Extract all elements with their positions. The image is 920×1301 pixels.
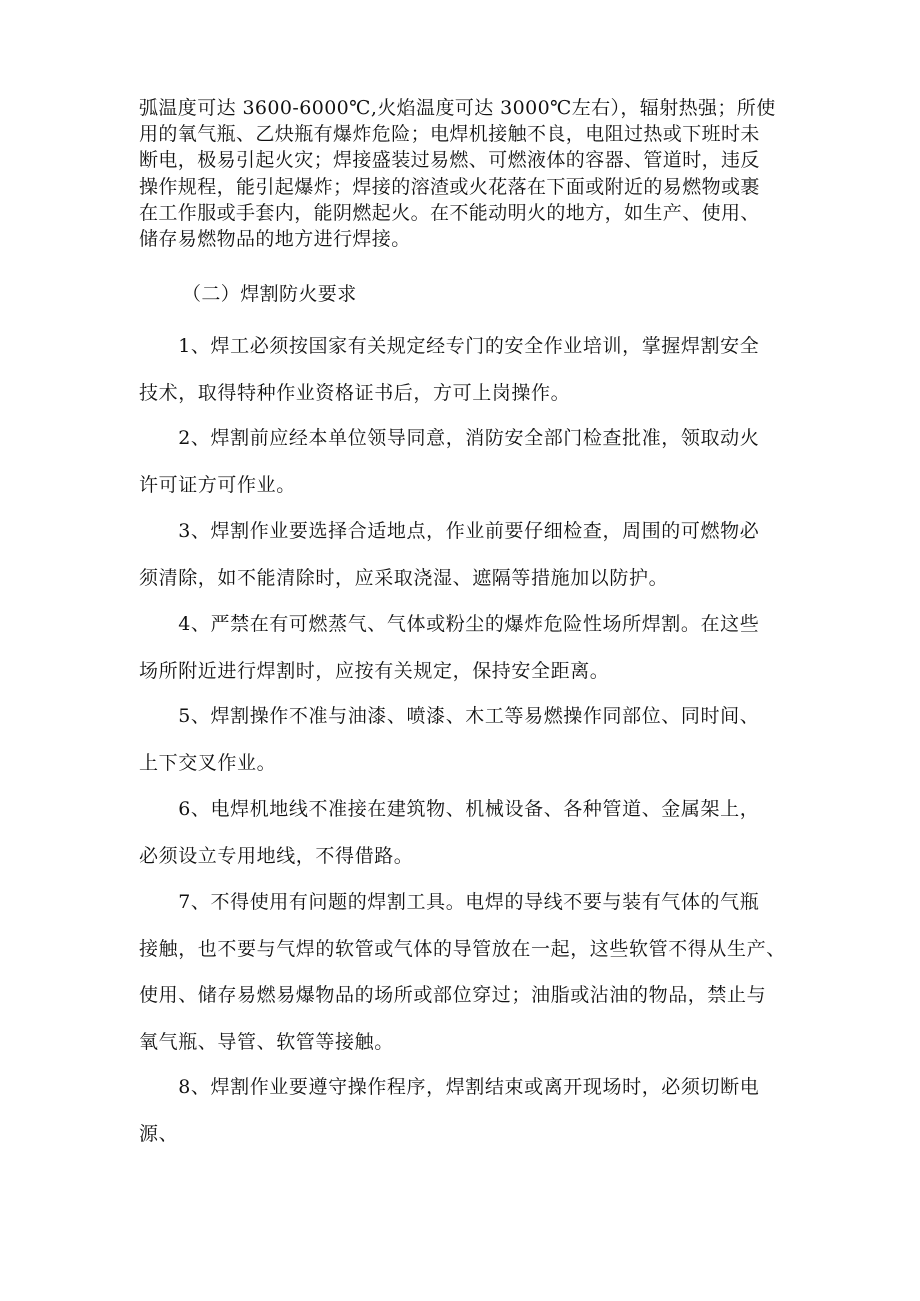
requirement-item-1: 1、焊工必须按国家有关规定经专门的安全作业培训，掌握焊割安全 技术，取得特种作业资格证书后，方可上岗操作。 xyxy=(139,335,760,404)
requirement-item-3: 3、焊割作业要选择合适地点，作业前要仔细检查，周围的可燃物必 须清除，如不能清除时，应采取浇湿、遮隔等措施加以防护。 xyxy=(139,520,760,589)
requirement-item-8: 8、焊割作业要遵守操作程序，焊割结束或离开现场时，必须切断电源、 xyxy=(139,1076,760,1145)
requirement-item-2: 2、焊割前应经本单位领导同意，消防安全部门检查批准，领取动火 许可证方可作业。 xyxy=(139,427,760,496)
requirement-item-4: 4、严禁在有可燃蒸气、气体或粉尘的爆炸危险性场所焊割。在这些 场所附近进行焊割时，应按有关规定，保持安全距离。 xyxy=(139,613,760,682)
requirement-item-6: 6、电焊机地线不准接在建筑物、机械设备、各种管道、金属架上， 必须设立专用地线，不得借路。 xyxy=(139,798,760,867)
section-heading: （二）焊割防火要求 xyxy=(182,283,357,305)
requirement-item-5: 5、焊割操作不准与油漆、喷漆、木工等易燃操作同部位、同时间、 上下交叉作业。 xyxy=(139,705,760,774)
requirement-item-7: 7、不得使用有问题的焊割工具。电焊的导线不要与装有气体的气瓶 接触，也不要与气焊的软管或气体的导管放在一起，这些软管不得从生产、 使用、储存易燃易爆物品的场所或部位穿过；油脂或沾油的物品，禁止与 氧气瓶、导管、软管等接触。 xyxy=(139,891,786,1054)
intro-paragraph: 弧温度可达 3600-6000℃,火焰温度可达 3000℃左右），辐射热强；所使 用的氧气瓶、乙炔瓶有爆炸危险；电焊机接触不良，电阻过热或下班时未 断电，极易引起火灾；焊接盛装过易燃、可燃液体的容器、管道时，违反 操作规程，能引起爆炸；焊接的溶渣或火花落在下面或附近的易燃物或裹 在工作服或手套内，能阴燃起火。在不能动明火的地方，如生产、使用、 储存易燃物品的地方进行焊接。 xyxy=(139,97,776,251)
